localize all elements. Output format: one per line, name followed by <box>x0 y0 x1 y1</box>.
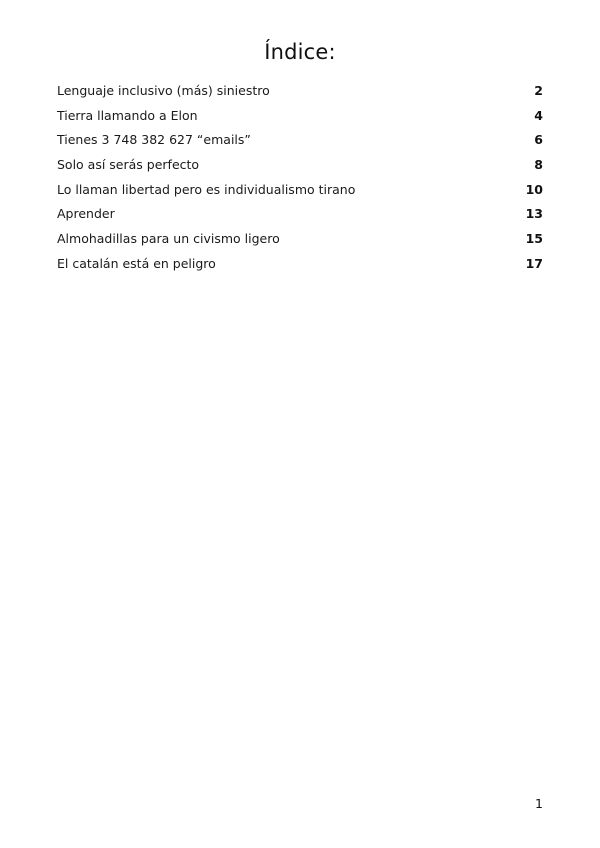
toc-entry <box>57 229 543 254</box>
toc-entry <box>57 155 543 180</box>
toc-entry <box>57 130 543 155</box>
toc-entry-page: 8 <box>534 157 543 173</box>
page-title: Índice: <box>264 40 336 64</box>
toc-entry-page: 13 <box>525 206 543 222</box>
toc-entry-title: Solo así serás perfecto <box>57 157 200 173</box>
toc-entry-title: Lenguaje inclusivo (más) siniestro <box>57 83 270 98</box>
toc-entry <box>57 180 543 205</box>
table-of-contents <box>57 81 543 279</box>
toc-entry-title: Tierra llamando a Elon <box>57 107 198 123</box>
toc-entry <box>57 254 543 279</box>
toc-entry-title: El catalán está en peligro <box>57 255 216 271</box>
toc-entry <box>57 106 543 131</box>
toc-entry-page: 10 <box>525 181 543 197</box>
toc-entry-page: 2 <box>534 83 543 98</box>
toc-entry-title: Tienes 3 748 382 627 “emails” <box>57 132 251 148</box>
toc-entry-page: 6 <box>534 132 543 148</box>
toc-entry-page: 17 <box>525 255 543 271</box>
toc-entry <box>57 81 543 106</box>
toc-entry-page: 4 <box>534 107 543 123</box>
toc-entry-title: Aprender <box>57 206 115 222</box>
toc-entry-title: Almohadillas para un civismo ligero <box>57 231 280 247</box>
toc-entry-title: Lo llaman libertad pero es individualismo tirano <box>57 181 356 197</box>
toc-entry-page: 15 <box>525 231 543 247</box>
toc-entry <box>57 204 543 229</box>
page-number: 1 <box>535 796 543 811</box>
